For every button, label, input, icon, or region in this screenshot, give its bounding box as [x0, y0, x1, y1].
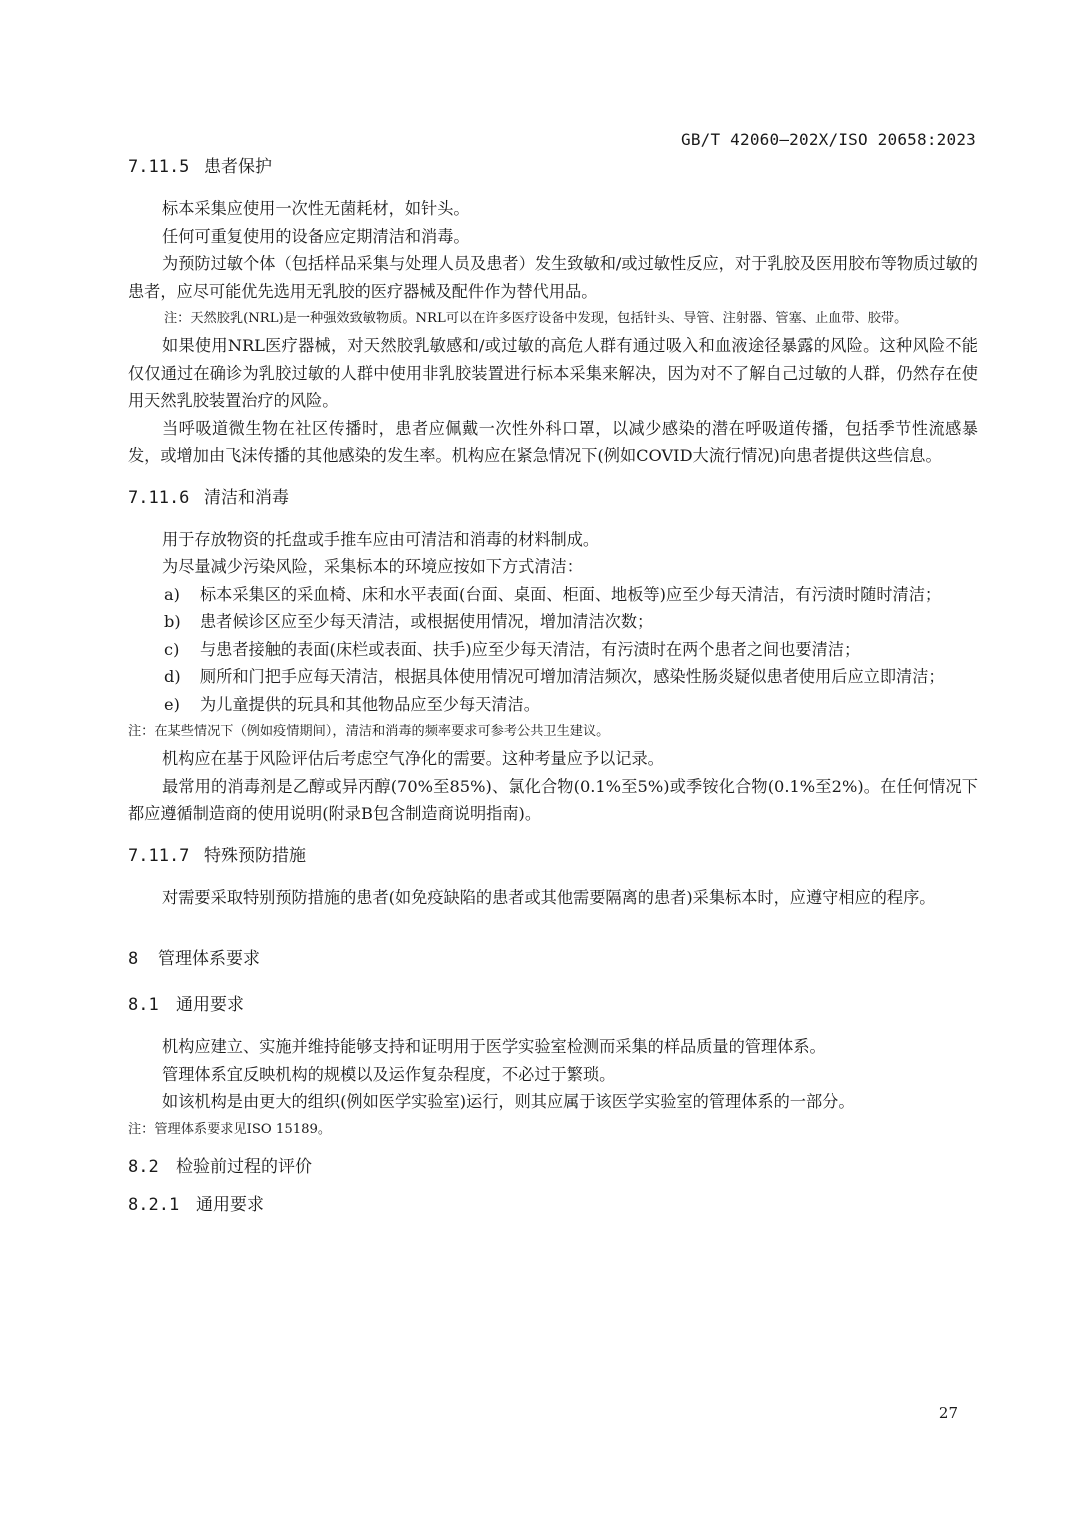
paragraph: 如果使用NRL医疗器械，对天然胶乳敏感和/或过敏的高危人群有通过吸入和血液途径暴露的风险。这种风险不能仅仅通过在确诊为乳胶过敏的人群中使用非乳胶装置进行标本采集来解决，因为对不了解自己过敏的人群，仍然存在使用天然乳胶装置治疗的风险。 [128, 336, 978, 410]
paragraph: 对需要采取特别预防措施的患者(如免疫缺陷的患者或其他需要隔离的患者)采集标本时，应遵守相应的程序。 [162, 887, 936, 907]
paragraph: 任何可重复使用的设备应定期清洁和消毒。 [162, 226, 470, 246]
note [128, 718, 978, 745]
section-title: 清洁和消毒 [204, 487, 289, 508]
section-heading-8-2 [128, 1153, 978, 1181]
note-label: 注： [128, 724, 155, 739]
list-marker: c) [164, 639, 180, 659]
section-heading-8 [128, 945, 978, 973]
list-marker: b) [164, 612, 181, 631]
section-title: 特殊预防措施 [204, 845, 306, 866]
section-number: 7.11.5 [128, 157, 190, 177]
list-item-text: 患者候诊区应至少每天清洁，或根据使用情况，增加清洁次数； [200, 612, 654, 631]
paragraph: 为预防过敏个体（包括样品采集与处理人员及患者）发生致敏和/或过敏性反应，对于乳胶及医用胶布等物质过敏的患者，应尽可能优先选用无乳胶的医疗器械及配件作为替代用品。 [128, 254, 978, 301]
list-marker: e) [164, 694, 180, 714]
paragraph: 管理体系宜反映机构的规模以及运作复杂程度，不必过于繁琐。 [162, 1064, 616, 1084]
paragraph: 机构应建立、实施并维持能够支持和证明用于医学实验室检测而采集的样品质量的管理体系。 [162, 1037, 826, 1056]
list-item-text: 厕所和门把手应每天清洁，根据具体使用情况可增加清洁频次，感染性肠炎疑似患者使用后应立即清洁； [200, 667, 945, 686]
note-text: 在某些情况下（例如疫情期间），清洁和消毒的频率要求可参考公共卫生建议。 [154, 724, 610, 739]
section-heading-7-11-7 [128, 842, 978, 870]
note [128, 1116, 978, 1143]
section-title: 患者保护 [204, 157, 272, 177]
section-number: 7.11.6 [128, 487, 190, 508]
note [164, 305, 978, 332]
section-title: 检验前过程的评价 [176, 1156, 312, 1177]
list-item-text: 标本采集区的采血椅、床和水平表面(台面、桌面、柜面、地板等)应至少每天清洁，有污渍时随时清洁； [200, 584, 942, 604]
section-heading-8-2-1 [128, 1191, 978, 1219]
page-header-standard-id: GB/T 42060—202X/ISO 20658:2023 [681, 130, 976, 149]
paragraph: 当呼吸道微生物在社区传播时，患者应佩戴一次性外科口罩，以减少感染的潜在呼吸道传播，包括季节性流感暴发，或增加由飞沫传播的其他感染的发生率。机构应在紧急情况下(例如COVID大流行情况)向患者提供这些信息。 [128, 418, 978, 465]
paragraph: 用于存放物资的托盘或手推车应由可清洁和消毒的材料制成。 [162, 529, 600, 549]
paragraph: 机构应在基于风险评估后考虑空气净化的需要。这种考量应予以记录。 [162, 749, 664, 768]
section-title: 管理体系要求 [158, 949, 260, 969]
note-label: 注： [128, 1121, 155, 1137]
section-number: 7.11.7 [128, 845, 190, 866]
list-item-text: 与患者接触的表面(床栏或表面、扶手)应至少每天清洁，有污渍时在两个患者之间也要清洁； [200, 639, 861, 659]
section-title: 通用要求 [176, 995, 244, 1015]
note-label: 注： [164, 311, 191, 326]
list-item [164, 691, 978, 719]
list-item-text: 为儿童提供的玩具和其他物品应至少每天清洁。 [200, 694, 540, 714]
section-number: 8.2.1 [128, 1194, 180, 1215]
list-item [164, 636, 978, 664]
list-marker: d) [164, 667, 181, 686]
list-item [164, 581, 978, 609]
section-heading-8-1 [128, 991, 978, 1019]
section-title: 通用要求 [196, 1194, 264, 1215]
note-text: 管理体系要求见ISO 15189。 [154, 1121, 332, 1137]
paragraph: 标本采集应使用一次性无菌耗材，如针头。 [162, 199, 470, 218]
paragraph: 最常用的消毒剂是乙醇或异丙醇(70%至85%)、氯化合物(0.1%至5%)或季铵化合物(0.1%至2%)。在任何情况下都应遵循制造商的使用说明(附录B包含制造商说明指南)。 [128, 776, 978, 823]
list-item [164, 608, 978, 636]
section-number: 8.1 [128, 995, 159, 1015]
section-heading-7-11-5 [128, 153, 978, 181]
section-heading-7-11-6 [128, 484, 978, 512]
list-marker: a) [164, 584, 180, 604]
section-number: 8.2 [128, 1156, 159, 1177]
document-body [128, 153, 978, 1233]
paragraph: 为尽量减少污染风险，采集标本的环境应按如下方式清洁： [162, 557, 583, 576]
note-text: 天然胶乳(NRL)是一种强效致敏物质。NRL可以在许多医疗设备中发现，包括针头、导管、注射器、管塞、止血带、胶带。 [190, 311, 908, 326]
section-number: 8 [128, 949, 139, 969]
paragraph: 如该机构是由更大的组织(例如医学实验室)运行，则其应属于该医学实验室的管理体系的一部分。 [162, 1092, 855, 1111]
list-item [164, 663, 978, 691]
page-number: 27 [938, 1404, 958, 1422]
